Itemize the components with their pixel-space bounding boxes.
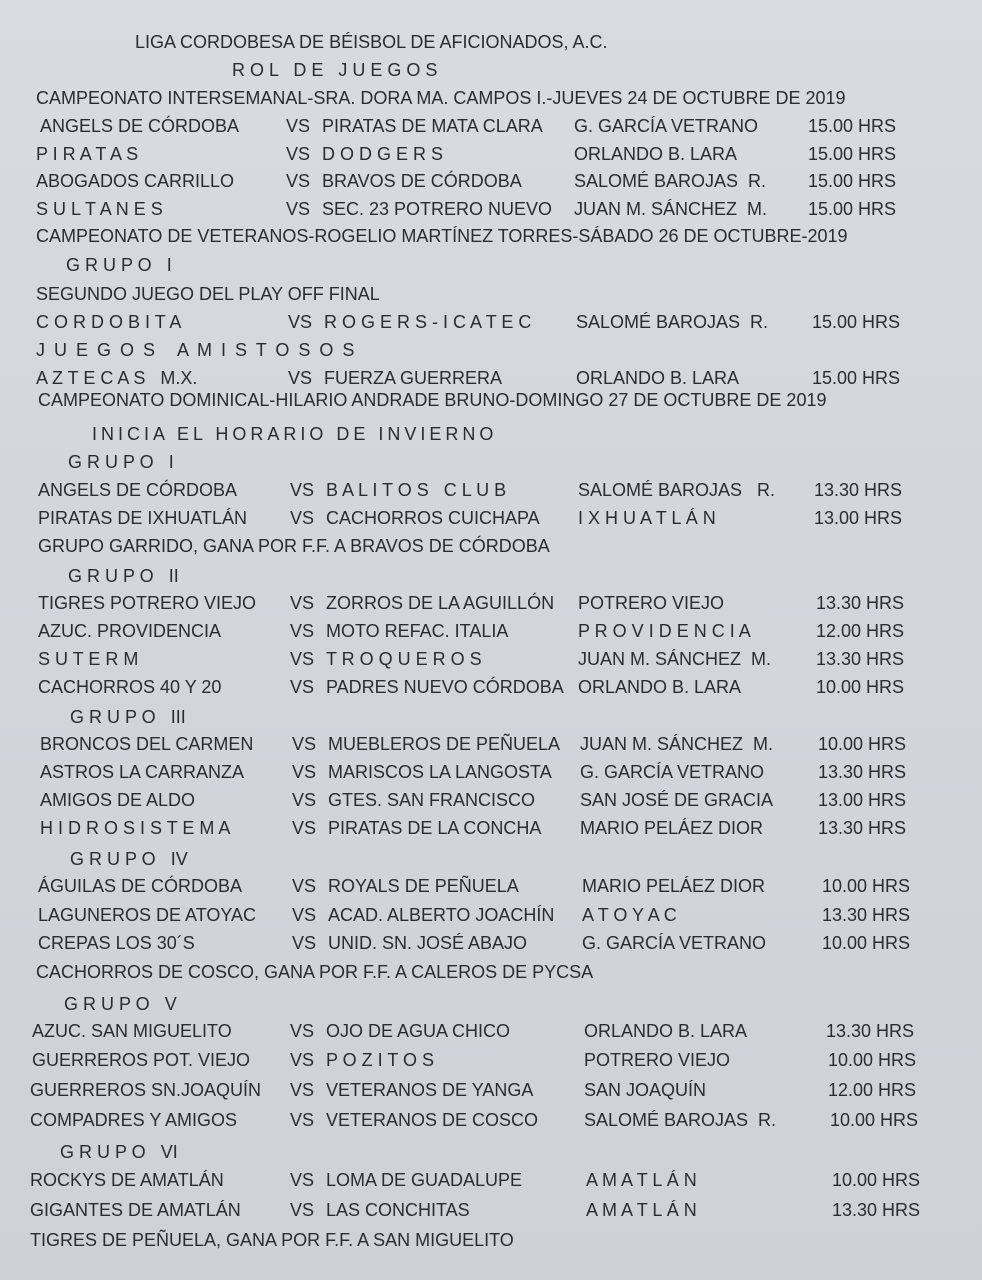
game-time: 10.00 HRS bbox=[816, 677, 905, 697]
winter-schedule-note: INICIA EL HORARIO DE INVIERNO bbox=[92, 424, 498, 444]
vs-label: VS bbox=[290, 1021, 315, 1041]
home-team: GUERREROS POT. VIEJO bbox=[32, 1050, 251, 1070]
vs-label: VS bbox=[290, 1050, 315, 1070]
venue: A M A T L Á N bbox=[586, 1170, 697, 1190]
away-team: SEC. 23 POTRERO NUEVO bbox=[322, 199, 553, 219]
game-row bbox=[0, 1106, 982, 1134]
section-title-line bbox=[0, 386, 982, 414]
group-heading-line bbox=[0, 562, 982, 590]
game-time: 13.30 HRS bbox=[816, 649, 905, 669]
away-team: B A L I T O S C L U B bbox=[326, 480, 507, 500]
game-row bbox=[0, 786, 982, 814]
vs-label: VS bbox=[286, 116, 311, 136]
venue: JUAN M. SÁNCHEZ M. bbox=[580, 734, 774, 754]
away-team: PIRATAS DE MATA CLARA bbox=[322, 116, 543, 136]
section-title-line bbox=[0, 84, 982, 112]
game-row bbox=[0, 1196, 982, 1224]
game-time: 15.00 HRS bbox=[808, 116, 897, 136]
vs-label: VS bbox=[286, 199, 311, 219]
venue: G. GARCÍA VETRANO bbox=[574, 116, 759, 136]
game-time: 10.00 HRS bbox=[830, 1110, 919, 1130]
home-team: ANGELS DE CÓRDOBA bbox=[38, 480, 238, 500]
home-team: P I R A T A S bbox=[36, 144, 139, 164]
away-team: BRAVOS DE CÓRDOBA bbox=[322, 171, 522, 191]
game-row bbox=[0, 673, 982, 701]
venue: A T O Y A C bbox=[582, 905, 677, 925]
vs-label: VS bbox=[292, 905, 317, 925]
group-heading-line bbox=[0, 1138, 982, 1166]
venue: ORLANDO B. LARA bbox=[574, 144, 738, 164]
vs-label: VS bbox=[292, 818, 317, 838]
game-row bbox=[0, 1166, 982, 1194]
home-team: S U L T A N E S bbox=[36, 199, 163, 219]
home-team: PIRATAS DE IXHUATLÁN bbox=[38, 508, 248, 528]
away-team: P O Z I T O S bbox=[326, 1050, 435, 1070]
note-line bbox=[0, 420, 982, 448]
vs-label: VS bbox=[290, 593, 315, 613]
away-team: MUEBLEROS DE PEÑUELA bbox=[328, 734, 561, 754]
game-time: 10.00 HRS bbox=[832, 1170, 921, 1190]
home-team: ÁGUILAS DE CÓRDOBA bbox=[38, 876, 243, 896]
vs-label: VS bbox=[290, 621, 315, 641]
game-time: 10.00 HRS bbox=[818, 734, 907, 754]
group-heading: G R U P O III bbox=[70, 707, 186, 727]
game-time: 13.30 HRS bbox=[816, 593, 905, 613]
game-time: 13.30 HRS bbox=[832, 1200, 921, 1220]
home-team: A Z T E C A S M.X. bbox=[36, 368, 198, 388]
away-team: ACAD. ALBERTO JOACHÍN bbox=[328, 905, 555, 925]
group-heading: G R U P O II bbox=[68, 566, 179, 586]
game-time: 13.00 HRS bbox=[814, 508, 903, 528]
game-row bbox=[0, 645, 982, 673]
vs-label: VS bbox=[290, 1170, 315, 1190]
venue: SAN JOSÉ DE GRACIA bbox=[580, 790, 774, 810]
home-team: ANGELS DE CÓRDOBA bbox=[40, 116, 240, 136]
league-title-line bbox=[0, 28, 982, 56]
game-row bbox=[0, 758, 982, 786]
home-team: AZUC. SAN MIGUELITO bbox=[32, 1021, 232, 1041]
away-team: GTES. SAN FRANCISCO bbox=[328, 790, 536, 810]
away-team: ZORROS DE LA AGUILLÓN bbox=[326, 593, 555, 613]
away-team: T R O Q U E R O S bbox=[326, 649, 482, 669]
game-time: 10.00 HRS bbox=[822, 876, 911, 896]
away-team: OJO DE AGUA CHICO bbox=[326, 1021, 511, 1041]
home-team: COMPADRES Y AMIGOS bbox=[30, 1110, 238, 1130]
game-row bbox=[0, 901, 982, 929]
home-team: CACHORROS 40 Y 20 bbox=[38, 677, 222, 697]
home-team: ABOGADOS CARRILLO bbox=[36, 171, 235, 191]
league-title: LIGA CORDOBESA DE BÉISBOL DE AFICIONADOS, A.C. bbox=[135, 32, 608, 52]
venue: ORLANDO B. LARA bbox=[584, 1021, 748, 1041]
vs-label: VS bbox=[292, 790, 317, 810]
venue: P R O V I D E N C I A bbox=[578, 621, 751, 641]
game-time: 15.00 HRS bbox=[812, 312, 901, 332]
game-time: 13.00 HRS bbox=[818, 790, 907, 810]
vs-label: VS bbox=[288, 368, 313, 388]
group-heading-line bbox=[0, 990, 982, 1018]
away-team: VETERANOS DE YANGA bbox=[326, 1080, 534, 1100]
venue: G. GARCÍA VETRANO bbox=[580, 762, 765, 782]
home-team: S U T E R M bbox=[38, 649, 139, 669]
venue: A M A T L Á N bbox=[586, 1200, 697, 1220]
away-team: D O D G E R S bbox=[322, 144, 444, 164]
home-team: ASTROS LA CARRANZA bbox=[40, 762, 245, 782]
vs-label: VS bbox=[290, 677, 315, 697]
away-team: CACHORROS CUICHAPA bbox=[326, 508, 540, 528]
vs-label: VS bbox=[292, 734, 317, 754]
home-team: H I D R O S I S T E M A bbox=[40, 818, 231, 838]
game-row bbox=[0, 167, 982, 195]
venue: SALOMÉ BAROJAS R. bbox=[574, 171, 767, 191]
away-team: LAS CONCHITAS bbox=[326, 1200, 470, 1220]
friendly-games-heading: J U E G O S A M I S T O S O S bbox=[36, 340, 357, 360]
away-team: LOMA DE GUADALUPE bbox=[326, 1170, 523, 1190]
game-time: 13.30 HRS bbox=[818, 762, 907, 782]
game-time: 13.30 HRS bbox=[822, 905, 911, 925]
home-team: GUERREROS SN.JOAQUÍN bbox=[30, 1080, 262, 1100]
venue: MARIO PELÁEZ DIOR bbox=[580, 818, 764, 838]
game-row bbox=[0, 872, 982, 900]
schedule-subtitle: R O L D E J U E G O S bbox=[232, 60, 438, 80]
schedule-subtitle-line bbox=[0, 56, 982, 84]
game-row bbox=[0, 929, 982, 957]
away-team: PIRATAS DE LA CONCHA bbox=[328, 818, 542, 838]
section-title-dominical: CAMPEONATO DOMINICAL-HILARIO ANDRADE BRUNO-DOMINGO 27 DE OCTUBRE DE 2019 bbox=[38, 390, 827, 410]
forfeit-line bbox=[0, 532, 982, 560]
away-team: ROYALS DE PEÑUELA bbox=[328, 876, 519, 896]
vs-label: VS bbox=[290, 1200, 315, 1220]
home-team: AZUC. PROVIDENCIA bbox=[38, 621, 222, 641]
home-team: AMIGOS DE ALDO bbox=[40, 790, 196, 810]
game-time: 13.30 HRS bbox=[818, 818, 907, 838]
playoff-note: SEGUNDO JUEGO DEL PLAY OFF FINAL bbox=[36, 284, 380, 304]
group-heading-line bbox=[0, 448, 982, 476]
game-row bbox=[0, 1046, 982, 1074]
section-title-line bbox=[0, 222, 982, 250]
section-title-veteranos: CAMPEONATO DE VETERANOS-ROGELIO MARTÍNEZ TORRES-SÁBADO 26 DE OCTUBRE-2019 bbox=[36, 226, 848, 246]
forfeit-line bbox=[0, 1226, 982, 1254]
vs-label: VS bbox=[290, 649, 315, 669]
venue: POTRERO VIEJO bbox=[584, 1050, 731, 1070]
venue: SALOMÉ BAROJAS R. bbox=[578, 480, 776, 500]
game-row bbox=[0, 1076, 982, 1104]
vs-label: VS bbox=[292, 933, 317, 953]
game-row bbox=[0, 140, 982, 168]
forfeit-note: GRUPO GARRIDO, GANA POR F.F. A BRAVOS DE CÓRDOBA bbox=[38, 536, 550, 556]
venue: ORLANDO B. LARA bbox=[578, 677, 742, 697]
venue: G. GARCÍA VETRANO bbox=[582, 933, 767, 953]
forfeit-line bbox=[0, 958, 982, 986]
vs-label: VS bbox=[290, 508, 315, 528]
game-time: 15.00 HRS bbox=[808, 171, 897, 191]
vs-label: VS bbox=[292, 762, 317, 782]
venue: SAN JOAQUÍN bbox=[584, 1080, 707, 1100]
venue: SALOMÉ BAROJAS R. bbox=[576, 312, 769, 332]
vs-label: VS bbox=[286, 144, 311, 164]
vs-label: VS bbox=[290, 480, 315, 500]
game-row bbox=[0, 504, 982, 532]
game-time: 12.00 HRS bbox=[816, 621, 905, 641]
game-row bbox=[0, 112, 982, 140]
game-row bbox=[0, 1017, 982, 1045]
away-team: UNID. SN. JOSÉ ABAJO bbox=[328, 933, 528, 953]
group-heading: G R U P O VI bbox=[60, 1142, 178, 1162]
game-time: 13.30 HRS bbox=[814, 480, 903, 500]
venue: MARIO PELÁEZ DIOR bbox=[582, 876, 766, 896]
vs-label: VS bbox=[286, 171, 311, 191]
home-team: TIGRES POTRERO VIEJO bbox=[38, 593, 257, 613]
vs-label: VS bbox=[292, 876, 317, 896]
game-time: 12.00 HRS bbox=[828, 1080, 917, 1100]
game-time: 10.00 HRS bbox=[822, 933, 911, 953]
venue: JUAN M. SÁNCHEZ M. bbox=[578, 649, 772, 669]
game-time: 15.00 HRS bbox=[808, 144, 897, 164]
forfeit-note: CACHORROS DE COSCO, GANA POR F.F. A CALEROS DE PYCSA bbox=[36, 962, 594, 982]
forfeit-note: TIGRES DE PEÑUELA, GANA POR F.F. A SAN MIGUELITO bbox=[30, 1230, 514, 1250]
away-team: PADRES NUEVO CÓRDOBA bbox=[326, 677, 564, 697]
game-row bbox=[0, 814, 982, 842]
vs-label: VS bbox=[288, 312, 313, 332]
game-row bbox=[0, 617, 982, 645]
game-time: 15.00 HRS bbox=[808, 199, 897, 219]
venue: JUAN M. SÁNCHEZ M. bbox=[574, 199, 768, 219]
home-team: LAGUNEROS DE ATOYAC bbox=[38, 905, 257, 925]
section-title-intersemanal: CAMPEONATO INTERSEMANAL-SRA. DORA MA. CAMPOS I.-JUEVES 24 DE OCTUBRE DE 2019 bbox=[36, 88, 846, 108]
group-heading-line bbox=[0, 845, 982, 873]
game-row bbox=[0, 589, 982, 617]
group-heading: G R U P O V bbox=[64, 994, 177, 1014]
group-heading-line bbox=[0, 703, 982, 731]
friendly-heading-line bbox=[0, 336, 982, 364]
away-team: VETERANOS DE COSCO bbox=[326, 1110, 539, 1130]
home-team: ROCKYS DE AMATLÁN bbox=[30, 1170, 224, 1190]
home-team: CREPAS LOS 30´S bbox=[38, 933, 195, 953]
group-heading-line bbox=[0, 251, 982, 279]
group-heading: G R U P O I bbox=[66, 255, 172, 275]
away-team: MOTO REFAC. ITALIA bbox=[326, 621, 509, 641]
venue: SALOMÉ BAROJAS R. bbox=[584, 1110, 777, 1130]
away-team: R O G E R S - I C A T E C bbox=[324, 312, 532, 332]
home-team: BRONCOS DEL CARMEN bbox=[40, 734, 254, 754]
vs-label: VS bbox=[290, 1080, 315, 1100]
group-heading: G R U P O IV bbox=[70, 849, 188, 869]
game-row bbox=[0, 308, 982, 336]
note-line bbox=[0, 280, 982, 308]
game-time: 13.30 HRS bbox=[826, 1021, 915, 1041]
away-team: FUERZA GUERRERA bbox=[324, 368, 503, 388]
group-heading: G R U P O I bbox=[68, 452, 174, 472]
game-row bbox=[0, 476, 982, 504]
venue: ORLANDO B. LARA bbox=[576, 368, 740, 388]
game-row bbox=[0, 730, 982, 758]
game-time: 15.00 HRS bbox=[812, 368, 901, 388]
venue: I X H U A T L Á N bbox=[578, 508, 716, 528]
venue: POTRERO VIEJO bbox=[578, 593, 725, 613]
away-team: MARISCOS LA LANGOSTA bbox=[328, 762, 552, 782]
vs-label: VS bbox=[290, 1110, 315, 1130]
home-team: C O R D O B I T A bbox=[36, 312, 182, 332]
game-row bbox=[0, 195, 982, 223]
game-time: 10.00 HRS bbox=[828, 1050, 917, 1070]
home-team: GIGANTES DE AMATLÁN bbox=[30, 1200, 241, 1220]
